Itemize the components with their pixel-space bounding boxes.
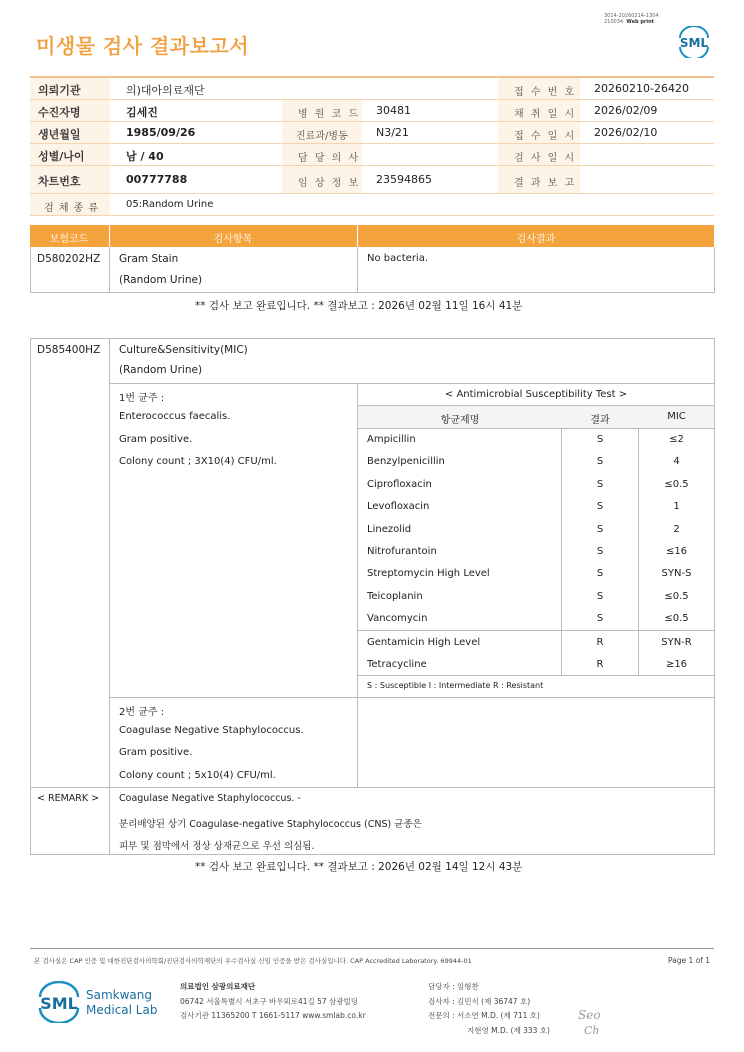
- ast-result: S: [596, 478, 604, 490]
- chart-label: 차트번호: [38, 175, 81, 188]
- info-row-6: [30, 194, 714, 216]
- chart-value: 00777788: [126, 173, 188, 186]
- isolate2-gram: Gram positive.: [119, 747, 193, 758]
- isolate1-count: Colony count ; 3X10(4) CFU/ml.: [119, 456, 277, 467]
- footer-rule: [30, 948, 714, 949]
- sml-logo-icon: [676, 26, 712, 58]
- specialist-1: 전문의 : 서소연 M.D. (제 711 호): [428, 1011, 540, 1020]
- patient-label: 수진자명: [38, 106, 81, 119]
- isolate1-gram: Gram positive.: [119, 434, 193, 445]
- row-divider: [358, 428, 714, 429]
- ast-mic: 4: [673, 456, 680, 468]
- ast-mic: ≤16: [665, 546, 688, 557]
- web-print-label: Web print: [626, 19, 655, 25]
- header-divider: [357, 225, 358, 247]
- ast-drug: Benzylpenicillin: [367, 456, 445, 468]
- isolate1-label: 1번 균주 :: [119, 393, 165, 404]
- ast-result: S: [596, 568, 604, 580]
- requester-value: 의)대아의료재단: [126, 84, 205, 97]
- manager: 담당자 : 임형찬: [428, 982, 479, 991]
- info-row-5: [30, 166, 714, 194]
- receipt-no-value: 20260210-26420: [594, 82, 689, 95]
- ast-drug: Tetracycline: [367, 659, 427, 670]
- ast-drug: Linezolid: [367, 523, 412, 535]
- ast-mic: ≤0.5: [664, 590, 689, 602]
- dob-value: 1985/09/26: [126, 126, 196, 139]
- col-divider: [357, 247, 358, 293]
- isolate2-name: Coagulase Negative Staphylococcus.: [119, 725, 304, 736]
- info-row-1: [30, 78, 714, 100]
- collect-date-label: 채 취 일 시: [514, 109, 577, 120]
- clinical-label: 임 상 정 보: [298, 178, 361, 189]
- receive-date-label: 접 수 일 시: [514, 131, 577, 142]
- sml-footer-logo-text: SML: [40, 994, 78, 1013]
- org-name: 의료법인 삼광의료재단: [180, 982, 256, 991]
- print-id: 3014-20260214-1304: [604, 13, 659, 19]
- col-divider: [109, 247, 110, 293]
- print-code: 210034: [604, 19, 624, 25]
- report-label: 결 과 보 고: [514, 178, 577, 189]
- sex-age-value: 남 / 40: [126, 150, 164, 163]
- collect-date-value: 2026/02/09: [594, 104, 658, 117]
- org-address: 06742 서울특별시 서초구 바우뫼로41길 57 삼광빌딩: [180, 997, 359, 1006]
- header-divider: [109, 225, 110, 247]
- requester-label: 의뢰기관: [38, 84, 81, 97]
- ast-result: S: [596, 546, 604, 557]
- row-divider: [110, 383, 714, 384]
- row-divider: [358, 630, 714, 631]
- remark-line-2: 분리배양된 상기 Coagulase-negative Staphylococcus (CNS) 균종은: [119, 819, 422, 830]
- ast-col-mic: MIC: [667, 411, 686, 422]
- ast-result: S: [596, 434, 604, 445]
- isolate1-name: Enterococcus faecalis.: [119, 411, 231, 422]
- col-divider: [638, 405, 639, 675]
- ast-drug: Levofloxacin: [367, 501, 430, 513]
- col-divider: [109, 338, 110, 854]
- ast-result: S: [596, 501, 604, 513]
- tester: 검사자 : 김민식 (제 36747 호): [428, 997, 531, 1006]
- hospital-code-value: 30481: [376, 104, 411, 117]
- dept-label: 진료과/병동: [296, 131, 348, 142]
- ast-result: S: [596, 523, 604, 535]
- ast-drug: Ciprofloxacin: [367, 478, 432, 490]
- page-title: 미생물 검사 결과보고서: [36, 34, 250, 58]
- ast-mic: ≥16: [665, 659, 688, 670]
- test-date-label: 검 사 일 시: [514, 153, 577, 164]
- culture-specimen: (Random Urine): [119, 364, 203, 376]
- specimen-value: 05:Random Urine: [126, 199, 214, 210]
- culture-item: Culture&Sensitivity(MIC): [119, 344, 248, 356]
- remark-line-3: 피부 및 점막에서 정상 상재균으로 우선 의심됨.: [119, 841, 315, 852]
- remark-line-1: Coagulase Negative Staphylococcus. -: [119, 793, 301, 804]
- company-name-en-1: Samkwang: [86, 988, 152, 1002]
- org-contact: 검사기관 11365200 T 1661-5117 www.smlab.co.kr: [180, 1011, 366, 1020]
- ast-drug: Nitrofurantoin: [367, 546, 437, 557]
- info-row-4: [30, 144, 714, 166]
- ast-drug: Teicoplanin: [367, 590, 423, 602]
- col-header-result: 검사결과: [516, 234, 556, 245]
- specialist-2: 지현영 M.D. (제 333 호): [467, 1026, 550, 1035]
- sml-logo-text: SML: [679, 36, 709, 50]
- gram-item: Gram Stain: [119, 253, 179, 265]
- report-complete-2: ** 검사 보고 완료입니다. ** 결과보고 : 2026년 02월 14일 12시 43분: [195, 861, 523, 873]
- signature-1: Seo: [578, 1008, 601, 1022]
- signature-2: Ch: [584, 1024, 600, 1037]
- hospital-code-label: 병 원 코 드: [298, 109, 361, 120]
- remark-label: < REMARK >: [37, 793, 100, 804]
- patient-value: 김세진: [126, 106, 158, 119]
- gram-specimen: (Random Urine): [119, 274, 203, 286]
- cert-statement: 본 검사실은 CAP 인증 및 대한진단검사의학회/진단검사의학재단의 우수검사실 신임 인증을 받은 검사실입니다. CAP Accredited Laboratory. 69944-01: [34, 957, 472, 965]
- ast-drug: Ampicillin: [367, 434, 416, 445]
- col-divider: [561, 405, 562, 675]
- isolate2-label: 2번 균주 :: [119, 707, 165, 718]
- row-divider: [110, 697, 714, 698]
- col-header-item: 검사항목: [213, 234, 253, 245]
- col-divider: [357, 383, 358, 787]
- sml-footer-logo-icon: [36, 981, 82, 1023]
- company-name-en-2: Medical Lab: [86, 1003, 158, 1017]
- ast-mic: SYN-R: [661, 636, 692, 648]
- info-row-2: [30, 100, 714, 122]
- ast-mic: ≤2: [669, 434, 684, 445]
- receipt-no-label: 접 수 번 호: [514, 87, 577, 98]
- ast-title: < Antimicrobial Susceptibility Test >: [444, 389, 628, 400]
- ast-result: S: [596, 590, 604, 602]
- ast-legend: S : Susceptible I : Intermediate R : Resistant: [367, 681, 544, 690]
- row-divider: [30, 787, 714, 788]
- ast-mic: 1: [673, 501, 680, 513]
- ast-col-drug: 항균제명: [440, 415, 480, 426]
- ast-result: S: [596, 456, 604, 468]
- ast-result: R: [596, 659, 604, 670]
- report-complete-1: ** 검사 보고 완료입니다. ** 결과보고 : 2026년 02월 11일 16시 41분: [195, 300, 523, 312]
- dob-label: 생년월일: [38, 128, 81, 141]
- row-divider: [358, 675, 714, 676]
- receive-date-value: 2026/02/10: [594, 126, 658, 139]
- ast-mic: ≤0.5: [664, 613, 689, 625]
- page-number: Page 1 of 1: [668, 956, 711, 965]
- ast-result: S: [596, 613, 604, 625]
- gram-result: No bacteria.: [367, 253, 429, 264]
- clinical-value: 23594865: [376, 173, 432, 186]
- isolate2-count: Colony count ; 5x10(4) CFU/ml.: [119, 770, 276, 781]
- doctor-label: 담 당 의 사: [298, 153, 361, 164]
- gram-code: D580202HZ: [37, 253, 101, 265]
- ast-mic: ≤0.5: [664, 478, 689, 490]
- ast-drug: Gentamicin High Level: [367, 636, 481, 648]
- sex-age-label: 성별/나이: [38, 150, 85, 163]
- ast-drug: Vancomycin: [367, 613, 428, 625]
- specimen-label: 검 체 종 류: [44, 203, 100, 214]
- print-meta: [604, 13, 659, 25]
- dept-value: N3/21: [376, 126, 409, 139]
- culture-code: D585400HZ: [37, 344, 101, 356]
- ast-result: R: [596, 636, 604, 648]
- ast-drug: Streptomycin High Level: [367, 568, 490, 580]
- ast-mic: SYN-S: [661, 568, 692, 580]
- col-header-code: 보험코드: [49, 234, 89, 245]
- ast-col-result: 결과: [590, 415, 610, 426]
- ast-mic: 2: [673, 523, 680, 535]
- info-row-3: [30, 122, 714, 144]
